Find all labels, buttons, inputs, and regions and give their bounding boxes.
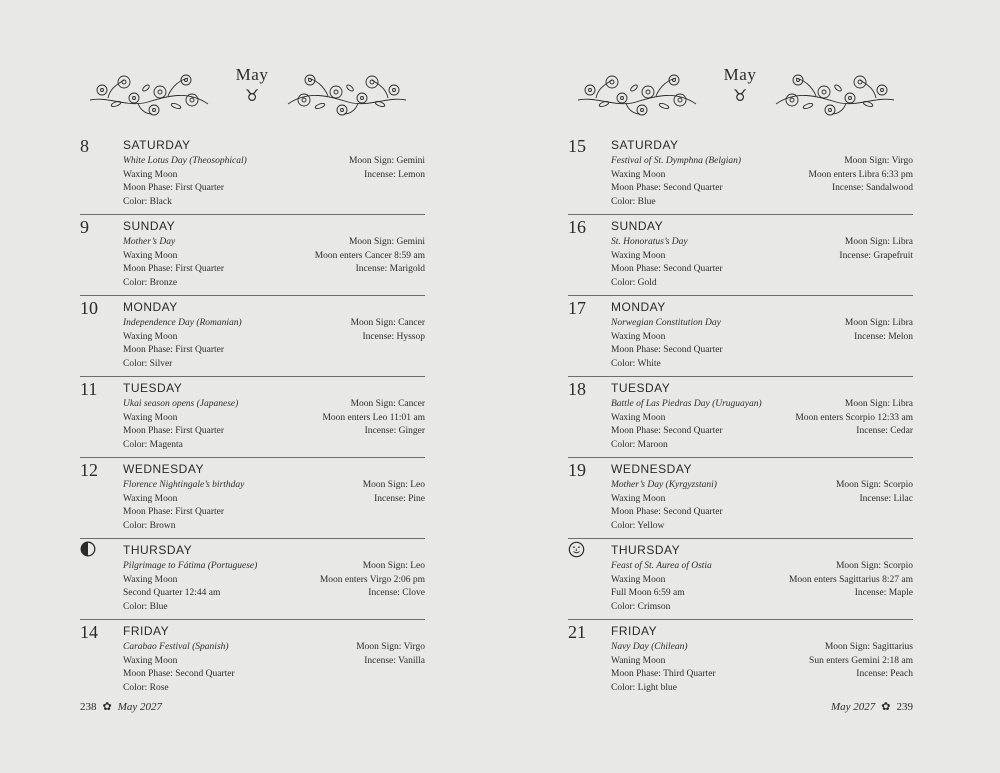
moon-sign: Moon Sign: Cancer <box>350 318 425 328</box>
day-entry <box>80 539 425 620</box>
right-detail: Incense: Clove <box>368 588 425 599</box>
footer-month: May 2027 <box>117 700 163 713</box>
page-footer <box>80 700 162 713</box>
right-detail: Incense: Grapefruit <box>839 250 913 261</box>
day-name: THURSDAY <box>611 543 681 557</box>
moon-sign: Moon Sign: Cancer <box>350 399 425 409</box>
left-page <box>80 0 425 773</box>
moon-status: Waxing Moon <box>611 250 666 261</box>
day-name: TUESDAY <box>123 381 183 395</box>
pentacle-icon: ✿ <box>881 700 891 713</box>
day-entry <box>568 377 913 458</box>
day-entry <box>568 539 913 620</box>
right-detail: Incense: Maple <box>854 588 913 599</box>
right-detail: Incense: Melon <box>854 331 913 342</box>
holiday: St. Honoratus’s Day <box>611 237 688 247</box>
pentacle-icon: ✿ <box>102 700 112 713</box>
day-color: Color: Silver <box>123 358 173 369</box>
day-number: 11 <box>80 379 98 399</box>
right-detail: Moon enters Leo 11:01 am <box>322 412 425 423</box>
moon-status: Waxing Moon <box>611 493 666 504</box>
moon-sign: Moon Sign: Libra <box>844 237 913 247</box>
holiday: Mother’s Day <box>123 237 176 247</box>
day-list <box>80 134 425 701</box>
moon-phase: Moon Phase: Third Quarter <box>611 669 716 680</box>
taurus-icon: ♉ <box>244 86 260 105</box>
day-number: 16 <box>568 217 586 237</box>
right-detail: Incense: Marigold <box>355 264 425 275</box>
holiday: Independence Day (Romanian) <box>123 318 242 328</box>
day-number: 12 <box>80 460 98 480</box>
day-entry <box>568 215 913 296</box>
moon-status: Waxing Moon <box>123 493 178 504</box>
holiday: Navy Day (Chilean) <box>611 642 688 652</box>
month-title: May <box>723 65 757 84</box>
moon-phase: Second Quarter 12:44 am <box>123 588 221 599</box>
moon-sign: Moon Sign: Virgo <box>356 642 425 652</box>
moon-sign: Moon Sign: Scorpio <box>835 480 913 490</box>
day-color: Color: White <box>611 358 661 369</box>
day-name: WEDNESDAY <box>611 462 692 476</box>
day-name: FRIDAY <box>123 624 170 638</box>
day-color: Color: Light blue <box>611 682 677 693</box>
moon-phase: Moon Phase: First Quarter <box>123 426 225 437</box>
day-name: WEDNESDAY <box>123 462 204 476</box>
right-detail: Incense: Vanilla <box>364 655 425 666</box>
moon-sign: Moon Sign: Libra <box>844 399 913 409</box>
moon-sign: Moon Sign: Leo <box>362 480 425 490</box>
day-color: Color: Rose <box>123 682 169 693</box>
right-detail: Moon enters Cancer 8:59 am <box>314 250 425 261</box>
right-detail: Moon enters Libra 6:33 pm <box>808 169 913 180</box>
day-entry <box>80 377 425 458</box>
day-entry <box>80 620 425 701</box>
right-page <box>568 0 913 773</box>
moon-status: Waxing Moon <box>611 412 666 423</box>
day-name: MONDAY <box>123 300 178 314</box>
holiday: White Lotus Day (Theosophical) <box>123 156 247 166</box>
day-number: 10 <box>80 298 98 318</box>
holiday: Ukai season opens (Japanese) <box>123 399 239 409</box>
moon-phase: Moon Phase: First Quarter <box>123 183 225 194</box>
right-detail: Incense: Sandalwood <box>832 183 913 194</box>
holiday: Festival of St. Dymphna (Belgian) <box>611 156 742 166</box>
moon-phase: Moon Phase: Second Quarter <box>123 669 235 680</box>
day-number: 15 <box>568 136 586 156</box>
day-entry <box>568 620 913 701</box>
moon-phase: Moon Phase: Second Quarter <box>611 507 723 518</box>
day-color: Color: Black <box>123 196 172 207</box>
day-name: SATURDAY <box>123 138 191 152</box>
day-list <box>568 134 913 701</box>
right-detail: Incense: Lilac <box>859 493 913 504</box>
moon-status: Waning Moon <box>611 655 666 666</box>
day-name: SUNDAY <box>611 219 664 233</box>
page-number: 238 <box>80 700 97 713</box>
moon-phase: Moon Phase: Second Quarter <box>611 426 723 437</box>
day-number: 18 <box>568 379 586 399</box>
right-detail: Incense: Peach <box>856 669 913 680</box>
day-name: THURSDAY <box>123 543 193 557</box>
right-detail: Moon enters Virgo 2:06 pm <box>319 574 425 585</box>
moon-phase: Full Moon 6:59 am <box>611 588 685 599</box>
moon-status: Waxing Moon <box>123 574 178 585</box>
moon-status: Waxing Moon <box>123 250 178 261</box>
day-entry <box>568 458 913 539</box>
page-number: 239 <box>896 700 913 713</box>
moon-status: Waxing Moon <box>123 331 178 342</box>
moon-status: Waxing Moon <box>611 574 666 585</box>
moon-sign: Moon Sign: Gemini <box>348 237 425 247</box>
day-number: 17 <box>568 298 586 318</box>
day-number: 14 <box>80 622 98 642</box>
day-color: Color: Brown <box>123 520 176 531</box>
holiday: Mother’s Day (Kyrgyzstani) <box>611 480 717 490</box>
day-color: Color: Gold <box>611 277 657 288</box>
holiday: Battle of Las Piedras Day (Uruguayan) <box>611 399 762 409</box>
page-footer <box>831 700 913 713</box>
day-name: SATURDAY <box>611 138 679 152</box>
day-color: Color: Blue <box>611 196 656 207</box>
first-quarter-moon-icon <box>80 541 116 557</box>
day-name: MONDAY <box>611 300 666 314</box>
page-header <box>568 62 913 122</box>
day-entry <box>568 296 913 377</box>
day-number: 19 <box>568 460 586 480</box>
right-detail: Incense: Lemon <box>364 169 425 180</box>
day-number: 21 <box>568 622 586 642</box>
moon-phase: Moon Phase: Second Quarter <box>611 345 723 356</box>
day-color: Color: Magenta <box>123 439 183 450</box>
taurus-icon: ♉ <box>732 86 748 105</box>
day-entry <box>80 458 425 539</box>
right-detail: Incense: Pine <box>374 493 425 504</box>
day-color: Color: Blue <box>123 601 168 612</box>
footer-month: May 2027 <box>830 700 876 713</box>
day-entry <box>80 215 425 296</box>
day-color: Color: Maroon <box>611 439 668 450</box>
holiday: Carabao Festival (Spanish) <box>123 642 229 652</box>
moon-sign: Moon Sign: Virgo <box>844 156 913 166</box>
right-detail: Incense: Hyssop <box>362 331 425 342</box>
month-title: May <box>235 65 269 84</box>
holiday: Norwegian Constitution Day <box>611 318 721 328</box>
floral-ornament-left <box>88 70 210 116</box>
right-detail: Incense: Ginger <box>364 426 425 437</box>
holiday: Pilgrimage to Fátima (Portuguese) <box>123 561 258 571</box>
moon-sign: Moon Sign: Libra <box>844 318 913 328</box>
page-header <box>80 62 425 122</box>
holiday: Florence Nightingale’s birthday <box>123 480 245 490</box>
day-color: Color: Crimson <box>611 601 671 612</box>
moon-phase: Moon Phase: Second Quarter <box>611 183 723 194</box>
day-name: TUESDAY <box>611 381 671 395</box>
day-entry <box>568 134 913 215</box>
floral-ornament-left <box>576 70 698 116</box>
moon-phase: Moon Phase: Second Quarter <box>611 264 723 275</box>
day-color: Color: Bronze <box>123 277 178 288</box>
right-detail: Moon enters Scorpio 12:33 am <box>795 412 913 423</box>
moon-status: Waxing Moon <box>123 412 178 423</box>
full-moon-icon <box>568 541 604 558</box>
floral-ornament-right <box>286 70 408 116</box>
moon-sign: Moon Sign: Leo <box>362 561 425 571</box>
moon-phase: Moon Phase: First Quarter <box>123 507 225 518</box>
floral-ornament-right <box>774 70 896 116</box>
moon-status: Waxing Moon <box>123 655 178 666</box>
right-detail: Moon enters Sagittarius 8:27 am <box>788 574 913 585</box>
moon-sign: Moon Sign: Sagittarius <box>824 642 913 652</box>
moon-phase: Moon Phase: First Quarter <box>123 264 225 275</box>
day-color: Color: Yellow <box>611 520 665 531</box>
moon-sign: Moon Sign: Gemini <box>348 156 425 166</box>
day-entry <box>80 296 425 377</box>
moon-status: Waxing Moon <box>611 169 666 180</box>
moon-phase: Moon Phase: First Quarter <box>123 345 225 356</box>
day-name: FRIDAY <box>611 624 658 638</box>
day-name: SUNDAY <box>123 219 176 233</box>
day-entry <box>80 134 425 215</box>
holiday: Feast of St. Aurea of Ostia <box>611 561 712 571</box>
day-number: 9 <box>80 217 89 237</box>
moon-status: Waxing Moon <box>123 169 178 180</box>
right-detail: Sun enters Gemini 2:18 am <box>809 655 913 666</box>
moon-status: Waxing Moon <box>611 331 666 342</box>
right-detail: Incense: Cedar <box>856 426 913 437</box>
day-number: 8 <box>80 136 89 156</box>
moon-sign: Moon Sign: Scorpio <box>835 561 913 571</box>
